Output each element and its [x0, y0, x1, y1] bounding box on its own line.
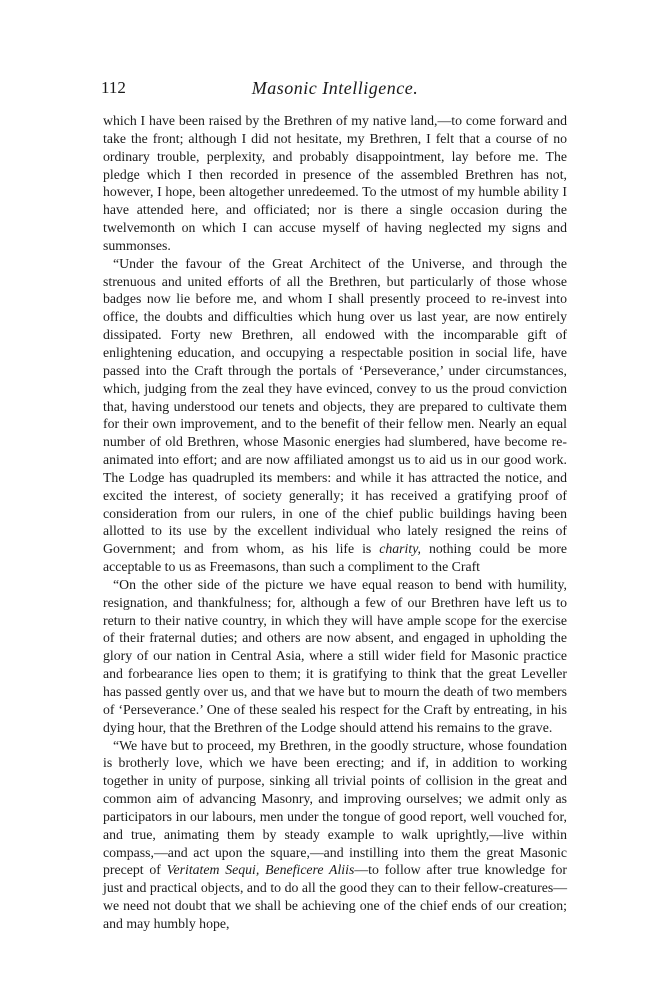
paragraph [103, 576, 567, 737]
paragraph [103, 737, 567, 933]
paragraph [103, 112, 567, 255]
text-run: “We have but to proceed, my Brethren, in the goodly structure, whose foundation is brotherly love, which we have been erecting; and if, in addition to working together in unity of purpose, sinking all trivial points of collision in the great and common aim of advancing Masonry, and improving ourselves; we admit only as participators in our labours, men under the tongue of good report, well vouched for, and true, animating them by steady example to walk uprightly,—live within compass,—and act upon the square,—and instilling into them the great Masonic precept of [103, 737, 567, 878]
text-run: nothing could be more acceptable to us as Freemasons, than such a compliment to the Craft [103, 541, 567, 575]
italic-text: charity, [379, 541, 422, 557]
text-run: which I have been raised by the Brethren of my native land,—to come forward and take the front; although I did not hesitate, my Brethren, I felt that a course of no ordinary trouble, perplexity, and probably disappointment, lay before me. The pledge which I then recorded in presence of the assembled Brethren has not, however, I hope, been altogether unredeemed. To the utmost of my humble ability I have attended here, and officiated; nor is there a single occasion during the twelvemonth on which I can accuse myself of having neglected my signs and summonses. [103, 113, 567, 253]
body-text [103, 112, 567, 933]
page-header [101, 78, 569, 104]
text-run: —to follow after true knowledge for just and practical objects, and to do all the good they can to their fellow-creatures—we need not doubt that we shall be achieving one of the chief ends of our creation; and may humbly hope, [103, 862, 567, 931]
text-run: “On the other side of the picture we have equal reason to bend with humility, resignation, and thankfulness; for, although a few of our Brethren have left us to return to their native country, in which they will have ample scope for the exercise of their fraternal duties; and others are now absent, and engaged in upholding the glory of our nation in Central Asia, where a still wider field for Masonic practice and forbearance lies open to them; it is gratifying to think that the great Leveller has passed gently over us, and that we have but to mourn the death of two members of ‘Perseverance.’ One of these sealed his respect for the Craft by entreating, in his dying hour, that the Brethren of the Lodge should attend his remains to the grave. [103, 576, 567, 735]
running-title: Masonic Intelligence. [251, 78, 419, 98]
page-number: 112 [101, 78, 126, 97]
text-run: “Under the favour of the Great Architect of the Universe, and through the strenuous and united efforts of all the Brethren, but particularly of those whose badges now lie before me, and whom I shall presently proceed to re-invest into office, the doubts and difficulties which hung over us last year, are now entirely dissipated. Forty new Brethren, all endowed with the incomparable gift of enlightening education, and occupying a respectable position in social life, have passed into the Craft through the portals of ‘Perseverance,’ under circumstances, which, judging from the zeal they have evinced, convey to us the proud conviction that, having understood our tenets and objects, they are prepared to cultivate them for their own improvement, and to the benefit of their fellow men. Nearly an equal number of old Brethren, whose Masonic energies had slumbered, have become re-animated into effort; and are now affiliated amongst us to aid us in our good work. The Lodge has quadrupled its members: and while it has attracted the notice, and excited the interest, of society generally; it has received a gratifying proof of consideration from our rulers, in one of the chief public buildings having been allotted to its use by the excellent individual who lately resigned the reins of Government; and from whom, as his life is [103, 255, 567, 557]
paragraph [103, 255, 567, 576]
italic-text: Veritatem Sequi, Beneficere Aliis [166, 862, 355, 878]
